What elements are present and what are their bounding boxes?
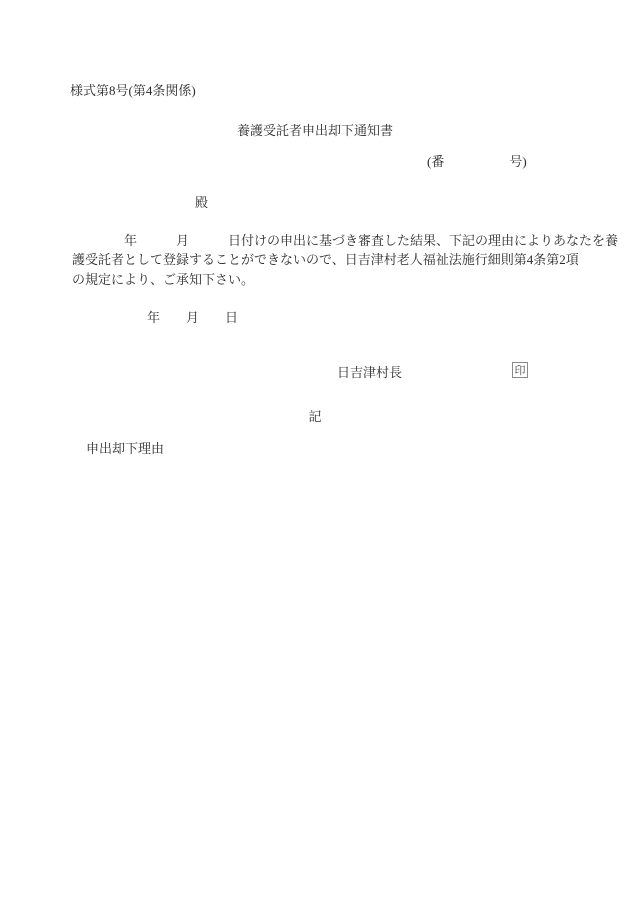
body-line-2: 護受託者として登録することができないので、日吉津村老人福祉法施行細則第4条第2項	[72, 252, 579, 267]
form-number: 様式第8号(第4条関係)	[70, 83, 196, 98]
sender-title: 日吉津村長	[337, 365, 403, 380]
rejection-reason-label: 申出却下理由	[86, 441, 165, 456]
record-heading: 記	[308, 409, 322, 424]
seal-stamp-box	[512, 362, 528, 378]
body-line-3: の規定により、ご承知下さい。	[72, 272, 255, 287]
issue-date-field: 年 月 日	[147, 310, 239, 325]
document-number-field: (番 号)	[427, 154, 527, 169]
addressee-honorific: 殿	[195, 195, 209, 210]
seal-mark: 印	[514, 365, 526, 377]
body-line-1: 年 月 日付けの申出に基づき審査した結果、下記の理由によりあなたを養	[72, 233, 619, 248]
document-title: 養護受託者申出却下通知書	[236, 123, 393, 138]
